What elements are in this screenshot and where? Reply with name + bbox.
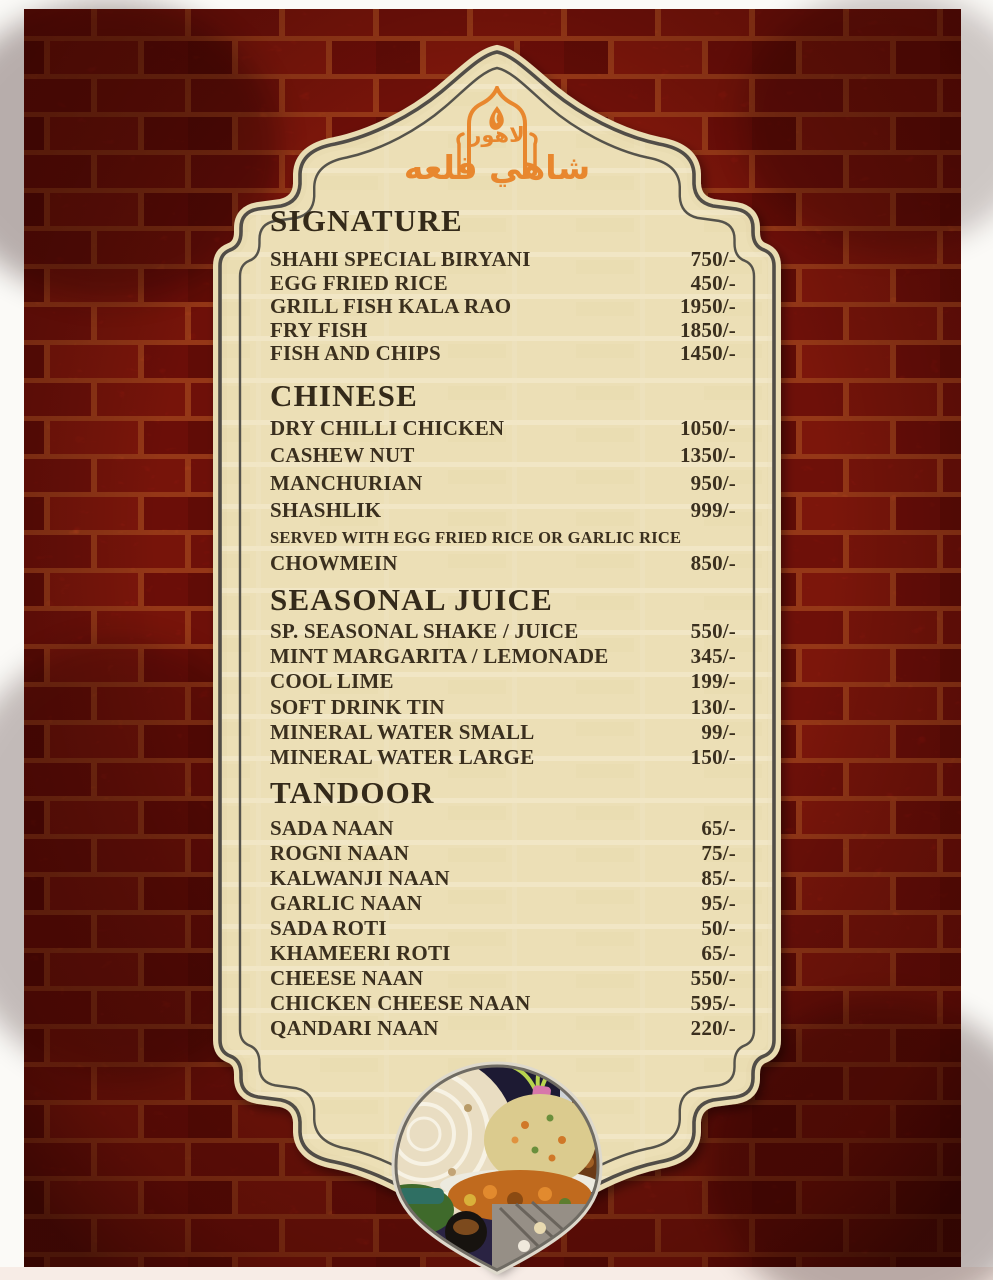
menu-item-row — [270, 342, 736, 366]
item-price: 345/- — [690, 644, 736, 669]
item-name: SHASHLIK — [270, 498, 382, 522]
item-price: 99/- — [701, 719, 736, 744]
item-price: 950/- — [690, 470, 736, 495]
item-name: SP. SEASONAL SHAKE / JUICE — [270, 619, 579, 643]
menu-item-row — [270, 415, 736, 443]
menu-item-row — [270, 695, 736, 720]
item-name: GRILL FISH KALA RAO — [270, 294, 512, 318]
item-price: 850/- — [690, 550, 736, 575]
item-name: MINERAL WATER SMALL — [270, 719, 535, 744]
menu-item-row — [270, 295, 736, 319]
section-title: TANDOOR — [270, 775, 435, 811]
menu-section — [270, 583, 736, 770]
item-price: 595/- — [690, 991, 736, 1016]
item-price: 550/- — [690, 619, 736, 643]
item-name: MINT MARGARITA / LEMONADE — [270, 644, 609, 669]
menu-item-row — [270, 816, 736, 841]
item-price: 85/- — [701, 866, 736, 891]
item-name: KHAMEERI ROTI — [270, 941, 451, 966]
menu-item-row — [270, 619, 736, 644]
menu-item-row — [270, 319, 736, 343]
menu-item-row — [270, 916, 736, 941]
item-price: 220/- — [690, 1016, 736, 1041]
item-name: SOFT DRINK TIN — [270, 694, 445, 719]
item-name: QANDARI NAAN — [270, 1016, 439, 1041]
item-name: COOL LIME — [270, 669, 394, 694]
menu-item-row — [270, 866, 736, 891]
menu-item-row — [270, 841, 736, 866]
item-name: CHICKEN CHEESE NAAN — [270, 991, 531, 1016]
menu-item-row — [270, 941, 736, 966]
menu-item-row — [270, 442, 736, 470]
item-note: SERVED WITH EGG FRIED RICE OR GARLIC RICE — [270, 527, 682, 547]
menu-item-row — [270, 991, 736, 1016]
item-name: KALWANJI NAAN — [270, 866, 450, 891]
item-price: 750/- — [690, 247, 736, 271]
item-price: 199/- — [690, 669, 736, 694]
section-title: SEASONAL JUICE — [270, 582, 553, 617]
item-price: 75/- — [701, 841, 736, 866]
item-name: MANCHURIAN — [270, 470, 423, 495]
item-name: SADA ROTI — [270, 916, 387, 941]
item-price: 50/- — [701, 916, 736, 941]
item-name: ROGNI NAAN — [270, 841, 410, 866]
item-name: SHAHI SPECIAL BIRYANI — [270, 247, 531, 271]
menu-item-row — [270, 644, 736, 669]
item-name: MINERAL WATER LARGE — [270, 745, 535, 770]
item-price: 1050/- — [679, 415, 736, 440]
menu-section — [270, 204, 736, 366]
menu-item-row — [270, 720, 736, 745]
menu-item-row — [270, 891, 736, 916]
menu-item-row — [270, 550, 736, 578]
item-name: FRY FISH — [270, 317, 368, 342]
menu-item-row — [270, 497, 736, 525]
item-name: GARLIC NAAN — [270, 891, 423, 916]
item-name: CHEESE NAAN — [270, 966, 424, 991]
item-price: 65/- — [701, 816, 736, 841]
logo-name-text: شاهي قلعه — [403, 148, 591, 187]
item-price: 1850/- — [679, 317, 736, 342]
item-price: 450/- — [690, 270, 736, 295]
logo-city-text: لاهور — [469, 123, 525, 147]
item-price: 1350/- — [679, 443, 736, 467]
item-price: 150/- — [690, 745, 736, 770]
item-name: CHOWMEIN — [270, 550, 398, 575]
restaurant-logo — [377, 86, 617, 186]
menu-sections — [270, 204, 736, 1041]
item-price: 1450/- — [679, 341, 736, 365]
menu-item-row — [270, 248, 736, 272]
item-price: 999/- — [690, 498, 736, 522]
menu-item-row — [270, 470, 736, 498]
item-name: DRY CHILLI CHICKEN — [270, 415, 505, 440]
item-name: CASHEW NUT — [270, 443, 415, 467]
menu-item-row — [270, 1016, 736, 1041]
menu-item-row — [270, 272, 736, 296]
menu-section — [270, 776, 736, 1041]
item-name: FISH AND CHIPS — [270, 341, 441, 365]
item-price: 95/- — [701, 891, 736, 916]
menu-item-row — [270, 966, 736, 991]
item-price: 550/- — [690, 966, 736, 991]
section-title: CHINESE — [270, 377, 418, 413]
item-price: 65/- — [701, 941, 736, 966]
menu-section — [270, 379, 736, 578]
item-price: 130/- — [690, 694, 736, 719]
item-price: 1950/- — [679, 294, 736, 318]
item-name: EGG FRIED RICE — [270, 270, 448, 295]
menu-item-row — [270, 669, 736, 694]
menu-item-row — [270, 745, 736, 770]
item-name: SADA NAAN — [270, 816, 394, 841]
section-title: SIGNATURE — [270, 203, 463, 238]
